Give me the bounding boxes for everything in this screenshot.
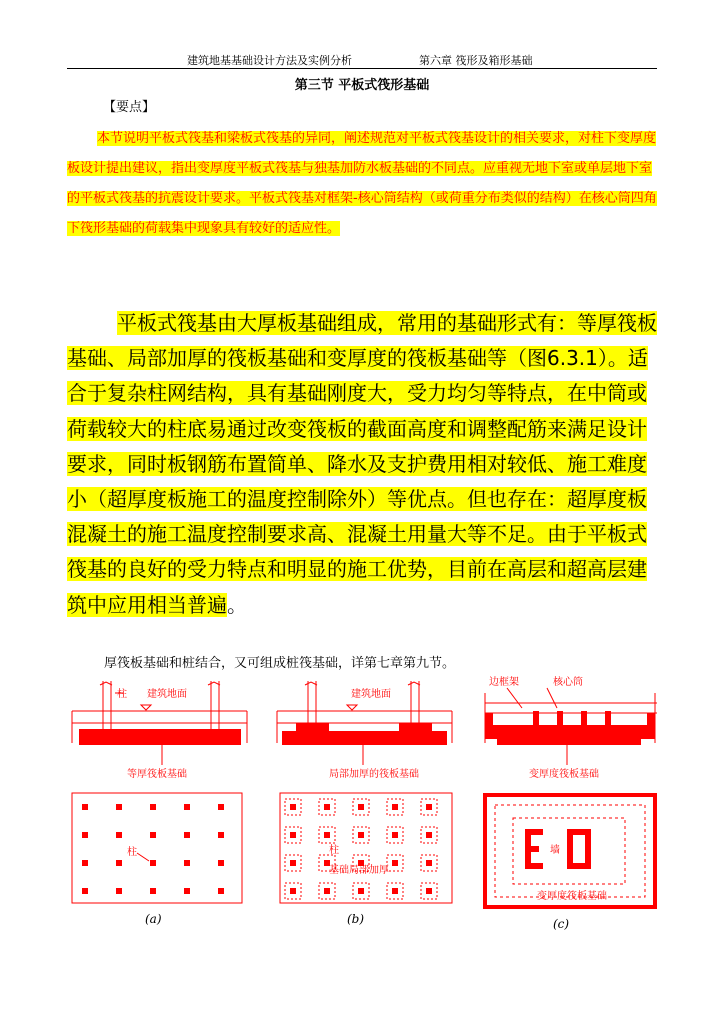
- note-text: 厚筏板基础和桩结合，又可组成桩筏基础，详第七章第九节。: [104, 656, 456, 671]
- panel-c-section: [485, 675, 657, 780]
- section-title: 第三节 平板式筏形基础: [294, 78, 430, 93]
- panel-c-plan: [485, 795, 655, 931]
- b-plan-thick-label: 基础局部加厚: [329, 865, 389, 876]
- c-core-label: 核心筒: [553, 677, 583, 688]
- summary-text: 本节说明平板式筏基和梁板式筏基的异同，阐述规范对平板式筏基设计的相关要求，对柱下变厚度板设计提出建议，指出变厚度平板式筏基与独基加防水板基础的不同点。应重视无地下室或单层地下室的平板式筏基的抗震设计要求。平板式筏基对框架-核心筒结构（或荷重分布类似的结构）在核心筒四角下筏形基础的荷载集中现象具有较好的适应性。: [67, 131, 657, 236]
- panel-b-section: [277, 681, 452, 780]
- raft-slab-uniform: [79, 729, 241, 745]
- a-floor-label: 建筑地面: [147, 689, 187, 700]
- chapter-title: 第六章 筏形及箱形基础: [419, 54, 533, 67]
- b-floor-label: 建筑地面: [351, 689, 391, 700]
- body-text: 平板式筏基由大厚板基础组成，常用的基础形式有：等厚筏板基础、局部加厚的筏板基础和变厚度的筏板基础等（图6.3.1）。适合于复杂柱网结构，具有基础刚度大，受力均匀等特点，在中筒或荷载较大的柱底易通过改变筏板的截面高度和调整配筋来满足设计要求，同时板钢筋布置简单、降水及支护费用相对较低、施工难度小（超厚度板施工的温度控制除外）等优点。但也存在：超厚度板混凝土的施工温度控制要求高、混凝土用量大等不足。由于平板式筏基的良好的受力特点和明显的施工优势，目前在高层和超高层建筑中应用相当普遍: [67, 311, 657, 617]
- key-points-label: 【要点】: [103, 100, 156, 115]
- panel-a-plan: [72, 793, 242, 926]
- b-type-label: 局部加厚的筏板基础: [329, 769, 419, 780]
- summary-block: [67, 124, 661, 244]
- c-caption: (c): [553, 917, 570, 931]
- body-paragraph: [67, 306, 661, 623]
- book-title: 建筑地基基础设计方法及实例分析: [187, 54, 352, 67]
- panel-b-plan: [280, 793, 452, 926]
- panel-a-section: [72, 681, 247, 780]
- raft-slab-variable: [485, 725, 655, 745]
- b-plan-col-label: 柱: [329, 845, 339, 856]
- a-type-label: 等厚筏板基础: [127, 769, 187, 780]
- a-caption: (a): [145, 912, 162, 926]
- page-header: [67, 50, 657, 69]
- raft-slab-local-thickened: [282, 723, 447, 745]
- a-plan-col-label: 柱: [127, 847, 137, 858]
- b-caption: (b): [347, 912, 365, 926]
- c-type-label: 变厚度筏板基础: [529, 769, 599, 780]
- body-end: 。: [227, 592, 247, 617]
- c-frame-label: 边框架: [489, 677, 519, 688]
- c-plan-type-label: 变厚度筏板基础: [537, 891, 607, 902]
- c-wall-label: 墙: [550, 845, 560, 856]
- figure-6-3-1: [67, 673, 657, 939]
- a-col-label: 柱: [117, 689, 127, 700]
